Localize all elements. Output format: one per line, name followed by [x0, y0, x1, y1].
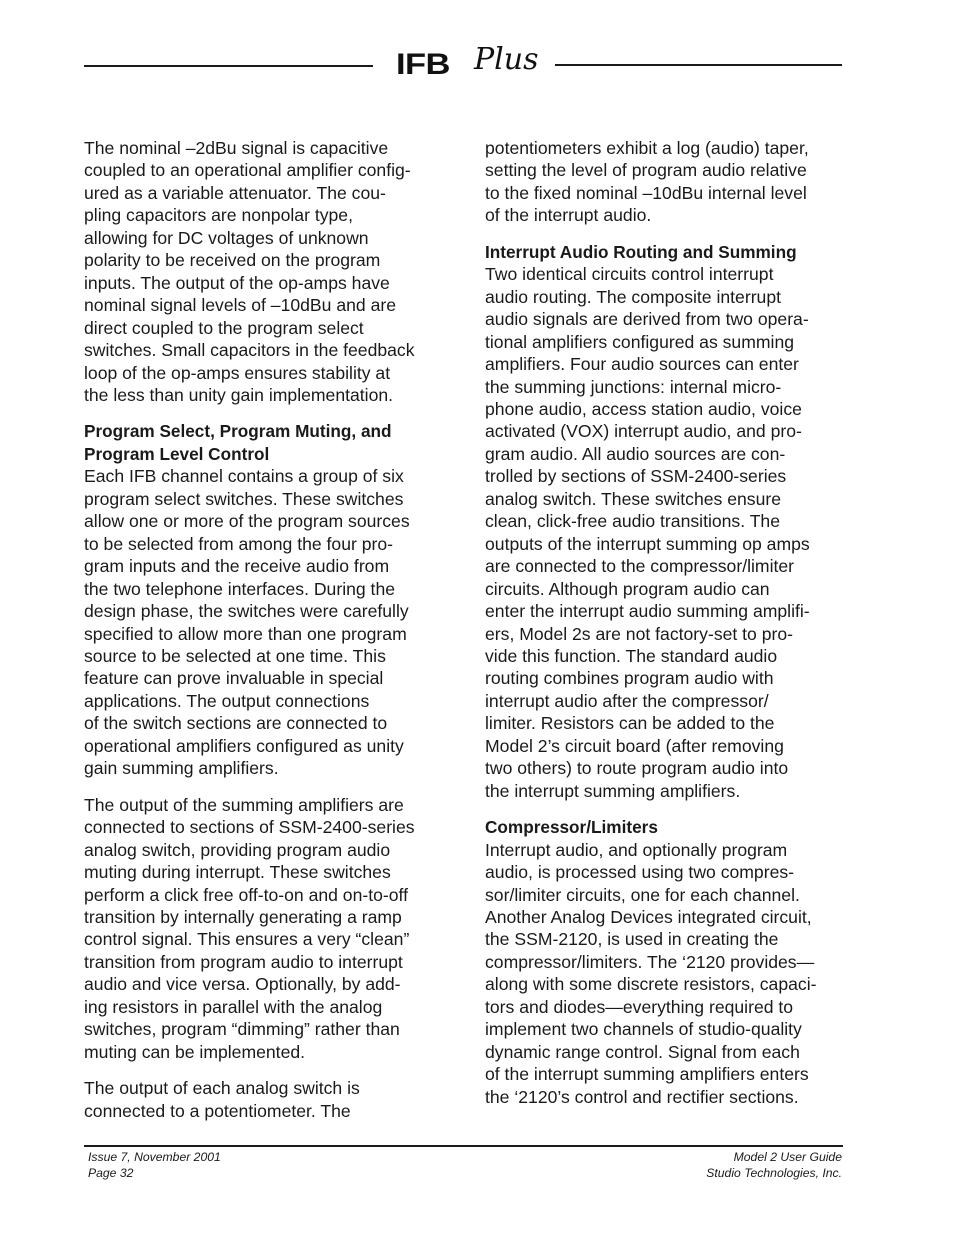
paragraph: Two identical circuits control interrupt audio routing. The composite interrupt audio signals are derived from two opera- tional amplifiers configured as summing amplifiers. Four audio sources can enter the summing junctions: internal micro- phone audio, access station audio, voice activated (VOX) interrupt audio, and pro- gram audio. All audio sources are con- trolled by sections of SSM-2400-series analog switch. These switches ensure clean, click-free audio transitions. The outputs of the interrupt summing op amps are connected to the compressor/limiter circuits. Although program audio can enter the interrupt audio summing amplifi- ers, Model 2s are not factory-set to pro- vide this function. The standard audio routing combines program audio with interrupt audio after the compressor/ limiter. Resistors can be added to the Model 2’s circuit board (after removing two others) to route program audio into the interrupt summing amplifiers. [485, 264, 810, 801]
section-heading: Compressor/Limiters [485, 817, 658, 838]
paragraph: The output of the summing amplifiers are connected to sections of SSM-2400-series analog switch, providing program audio muting during interrupt. These switches perform a click free off-to-on and on-to-off transition by internally generating a ramp control signal. This ensures a very “clean” transition from program audio to interrupt audio and vice versa. Optionally, by add- ing resistors in parallel with the analog switches, program “dimming” rather than muting can be implemented. [84, 794, 415, 1062]
paragraph: The output of each analog switch is connected to a potentiometer. The [84, 1078, 360, 1121]
logo-script-text: Plus [474, 42, 539, 77]
header-rule-left [84, 65, 373, 67]
paragraph: potentiometers exhibit a log (audio) taper, setting the level of program audio relative to the fixed nominal –10dBu internal level of the interrupt audio. [485, 138, 809, 226]
right-column [485, 137, 845, 1122]
footer-right [706, 1150, 842, 1181]
footer-rule [84, 1145, 843, 1147]
left-column [84, 137, 444, 1136]
paragraph: Each IFB channel contains a group of six program select switches. These switches allow one or more of the program sources to be selected from among the four pro- gram inputs and the receive audio from the two telephone interfaces. During the design phase, the switches were carefully specified to allow more than one program source to be selected at one time. This feature can prove invaluable in special applications. The output connections of the switch sections are connected to operational amplifiers configured as unity gain summing amplifiers. [84, 466, 410, 779]
footer-company: Studio Technologies, Inc. [706, 1165, 842, 1180]
ifb-plus-logo [392, 36, 542, 86]
paragraph: Interrupt audio, and optionally program audio, is processed using two compres- sor/limiter circuits, one for each channel. Another Analog Devices integrated circuit, the SSM-2120, is used in creating the compressor/limiters. The ‘2120 provides— along with some discrete resistors, capaci- tors and diodes—everything required to implement two channels of studio-quality dynamic range control. Signal from each of the interrupt summing amplifiers enters the ‘2120’s control and rectifier sections. [485, 839, 817, 1107]
header-rule-right [555, 64, 842, 66]
footer-guide-title: Model 2 User Guide [733, 1150, 842, 1164]
section-heading: Interrupt Audio Routing and Summing [485, 241, 797, 262]
footer-left [88, 1150, 221, 1181]
logo-main-text: IFB [396, 48, 450, 81]
section-heading: Program Select, Program Muting, and Program Level Control [84, 421, 392, 464]
footer-page-number: Page 32 [88, 1165, 134, 1180]
paragraph: The nominal –2dBu signal is capacitive coupled to an operational amplifier config- ured as a variable attenuator. The cou- pling capacitors are nonpolar type, allowing for DC voltages of unknown polarity to be received on the program inputs. The output of the op-amps have nominal signal levels of –10dBu and are direct coupled to the program select switches. Small capacitors in the feedback loop of the op-amps ensures stability at the less than unity gain implementation. [84, 138, 415, 405]
footer-issue: Issue 7, November 2001 [88, 1150, 221, 1164]
